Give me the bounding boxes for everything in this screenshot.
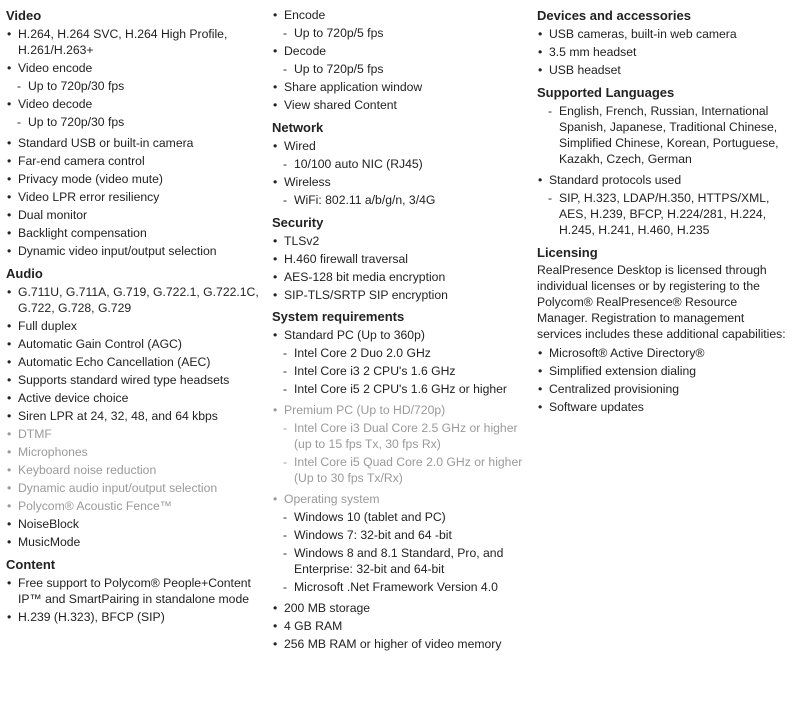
list-item: • 256 MB RAM or higher of video memory [272,635,534,653]
sub-item: - Intel Core i3 Dual Core 2.5 GHz or higher (up to 15 fps Tx, 30 fps Rx) [272,419,534,453]
list-item: • Full duplex [6,317,268,335]
section-devices [537,6,789,79]
section-heading-system-requirements: System requirements [272,309,405,324]
list-item: • 4 GB RAM [272,617,534,635]
list-item: • Free support to Polycom® People+Content IP™ and SmartPairing in standalone mode [6,574,268,608]
list-item: • Supports standard wired type headsets [6,371,268,389]
list-item: • Backlight compensation [6,224,268,242]
list-item: • AES-128 bit media encryption [272,268,534,286]
sub-item: - Microsoft .Net Framework Version 4.0 [272,578,534,596]
list-item: • Automatic Echo Cancellation (AEC) [6,353,268,371]
section-video [6,6,268,260]
list-item: • USB cameras, built-in web camera [537,25,789,43]
sub-item: - Up to 720p/30 fps [6,77,268,95]
list-item: • H.239 (H.323), BFCP (SIP) [6,608,268,626]
section-languages [537,83,789,239]
list-item: • Privacy mode (video mute) [6,170,268,188]
list-item: • Polycom® Acoustic Fence™ [6,497,268,515]
sub-item: - English, French, Russian, International Spanish, Japanese, Traditional Chinese, Simplified Chinese, Korean, Portuguese, Kazakh, Czech, German [537,102,789,168]
list-item: • MusicMode [6,533,268,551]
section-heading-devices: Devices and accessories [537,8,691,23]
list-item: • Simplified extension dialing [537,362,789,380]
sub-item: - Intel Core i5 Quad Core 2.0 GHz or higher (Up to 30 fps Tx/Rx) [272,453,534,487]
list-item: • 3.5 mm headset [537,43,789,61]
list-item: • Dual monitor [6,206,268,224]
list-item: • Video encode [6,59,268,77]
section-licensing [537,243,789,416]
list-item: • Dynamic video input/output selection [6,242,268,260]
sub-item: - Windows 8 and 8.1 Standard, Pro, and Enterprise: 32-bit and 64-bit [272,544,534,578]
sub-item: - WiFi: 802.11 a/b/g/n, 3/4G [272,191,534,209]
list-item: • Video LPR error resiliency [6,188,268,206]
section-heading-network: Network [272,120,324,135]
list-item: • Dynamic audio input/output selection [6,479,268,497]
list-item: • NoiseBlock [6,515,268,533]
section-heading-languages: Supported Languages [537,85,675,100]
section-heading-content: Content [6,557,56,572]
list-item: • Centralized provisioning [537,380,789,398]
list-item: • Decode [272,42,534,60]
list-item: • Encode [272,6,534,24]
list-item: • G.711U, G.711A, G.719, G.722.1, G.722.1C, G.722, G.728, G.729 [6,283,268,317]
section-content-sharing [272,6,534,114]
sub-item: - Intel Core 2 Duo 2.0 GHz [272,344,534,362]
section-content [6,555,268,626]
list-item: • DTMF [6,425,268,443]
list-item: • Operating system [272,490,534,508]
section-heading-audio: Audio [6,266,43,281]
list-item: • Microsoft® Active Directory® [537,344,789,362]
section-heading-video: Video [6,8,42,23]
column-right [537,6,789,416]
sub-item: - Intel Core i3 2 CPU's 1.6 GHz [272,362,534,380]
list-item: • Far-end camera control [6,152,268,170]
list-item: • Active device choice [6,389,268,407]
sub-item: - Up to 720p/30 fps [6,113,268,131]
list-item: • Premium PC (Up to HD/720p) [272,401,534,419]
list-item: • TLSv2 [272,232,534,250]
section-audio [6,264,268,551]
list-item: • View shared Content [272,96,534,114]
sub-item: - Up to 720p/5 fps [272,24,534,42]
list-item: • Wired [272,137,534,155]
sub-item: - Windows 7: 32-bit and 64 -bit [272,526,534,544]
licensing-paragraph: RealPresence Desktop is licensed through individual licenses or by registering to the Polycom® RealPresence® Resource Manager. Registration to management services includes these additional capabilities: [537,263,786,341]
section-heading-security: Security [272,215,324,230]
list-item: • Standard protocols used [537,171,789,189]
list-item: • Automatic Gain Control (AGC) [6,335,268,353]
list-item: • Standard PC (Up to 360p) [272,326,534,344]
list-item: • SIP-TLS/SRTP SIP encryption [272,286,534,304]
sub-item: - Windows 10 (tablet and PC) [272,508,534,526]
sub-item: - Intel Core i5 2 CPU's 1.6 GHz or higher [272,380,534,398]
list-item: • Standard USB or built-in camera [6,134,268,152]
section-system-requirements [272,307,534,653]
list-item: • Share application window [272,78,534,96]
list-item: • Microphones [6,443,268,461]
list-item: • Wireless [272,173,534,191]
column-middle [272,6,534,653]
list-item: • H.460 firewall traversal [272,250,534,268]
section-network [272,118,534,209]
list-item: • 200 MB storage [272,599,534,617]
list-item: • Siren LPR at 24, 32, 48, and 64 kbps [6,407,268,425]
column-left [6,6,268,626]
section-heading-licensing: Licensing [537,245,598,260]
section-security [272,213,534,304]
list-item: • Keyboard noise reduction [6,461,268,479]
sub-item: - 10/100 auto NIC (RJ45) [272,155,534,173]
list-item: • H.264, H.264 SVC, H.264 High Profile, H.261/H.263+ [6,25,268,59]
sub-item: - SIP, H.323, LDAP/H.350, HTTPS/XML, AES, H.239, BFCP, H.224/281, H.224, H.245, H.241, H.460, H.235 [537,189,789,239]
list-item: • Video decode [6,95,268,113]
list-item: • USB headset [537,61,789,79]
sub-item: - Up to 720p/5 fps [272,60,534,78]
list-item: • Software updates [537,398,789,416]
